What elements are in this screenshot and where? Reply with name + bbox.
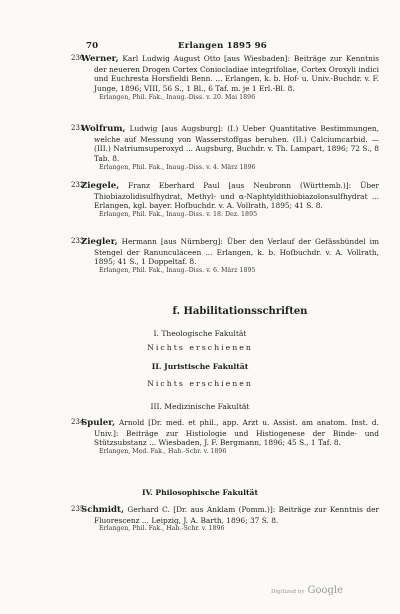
entry-text: Ludwig [aus Augsburg]: (I.) Ueber Quantitative Bestimmungen, welche auf Messung von Wasserstoffgas beruhen. (II.) Calciumcarbid. — (III.) Natriumsuperoxyd ... Augsburg, Buchdr. v. Th. Lampart, 1896; 72 S., 8 Tab. 8. — [94, 124, 379, 164]
entry-text: Franz Eberhard Paul [aus Neubronn (Württemb.)]: Über Thiobiazolidisulfhydrat, Methyl- und α-Naphtyldithiobiazolonsulfhydrat ... Erlangen, kgl. bayer. Hofbuchdr. v. A. Vollrath, 1895; 41 S. 8. — [94, 181, 379, 211]
nothing-published-law: Nichts erschienen — [147, 379, 253, 388]
watermark-brand: Google — [307, 585, 343, 596]
entry-number: 232 — [71, 181, 85, 189]
bibliography-entry-235 — [71, 505, 379, 533]
nothing-published-theology: Nichts erschienen — [147, 343, 253, 352]
entry-note: Erlangen, Phil. Fak., Inaug.-Diss. v. 20. Mai 1896 — [99, 93, 256, 101]
watermark-prefix: Digitized by — [270, 589, 305, 595]
entry-number: 235 — [71, 505, 85, 513]
entry-number: 231 — [71, 124, 85, 132]
bibliography-entry-233 — [71, 237, 379, 275]
faculty-heading-law: II. Juristische Fakultät — [151, 362, 249, 371]
entry-body — [81, 418, 379, 448]
entry-author: Ziegele, — [81, 181, 120, 191]
page-number: 70 — [86, 41, 99, 51]
section-title: f. Habilitationsschriften — [172, 306, 308, 317]
entry-text: Gerhard C. [Dr. aus Anklam (Pomm.)]: Beiträge zur Kenntnis der Fluorescenz ... Leipzig, J. A. Barth, 1896; 37 S. 8. — [94, 505, 379, 525]
running-title: Erlangen 1895 96 — [178, 41, 267, 51]
entry-body — [81, 54, 379, 94]
entry-body — [81, 505, 379, 525]
digitized-by-google-watermark — [271, 585, 343, 596]
entry-note: Erlangen, Phil. Fak., Inaug.-Diss. v. 18. Dez. 1895 — [99, 211, 258, 219]
bibliography-entry-234 — [71, 418, 379, 456]
entry-author: Spuler, — [81, 418, 116, 428]
entry-note: Erlangen, Phil. Fak., Hab.-Schr. v. 1896 — [99, 525, 225, 533]
faculty-heading-philosophy: IV. Philosophische Fakultät — [142, 488, 258, 497]
entry-author: Wolfrum, — [81, 124, 126, 134]
entry-body — [81, 124, 379, 164]
entry-author: Schmidt, — [81, 505, 125, 515]
entry-note: Erlangen, Phil. Fak., Inaug.-Diss. v. 4. März 1896 — [99, 163, 256, 171]
entry-note: Erlangen, Med. Fak., Hab.-Schr. v. 1896 — [99, 448, 227, 456]
faculty-heading-medicine: III. Medizinische Fakultät — [150, 402, 250, 411]
bibliography-entry-231 — [71, 124, 379, 172]
entry-body — [81, 237, 379, 267]
entry-number: 230 — [71, 54, 85, 62]
entry-body — [81, 181, 379, 211]
entry-number: 233 — [71, 237, 85, 245]
bibliography-entry-232 — [71, 181, 379, 219]
faculty-heading-theology: I. Theologische Fakultät — [153, 329, 247, 338]
entry-author: Werner, — [81, 54, 119, 64]
entry-text: Arnold [Dr. med. et phil., app. Arzt u. Assist. am anatom. Inst. d. Univ.]: Beiträge zur Histiologie und Histiogenese der Binde- und Stützsubstanz ... Wiesbaden, J. F. Bergmann, 1896; 45 S., 1 Taf. 8. — [94, 418, 379, 448]
entry-text: Karl Ludwig August Otto [aus Wiesbaden]: Beiträge zur Kenntnis der neueren Drogen Cortex Coniocladiae integrifoliae, Cortex Oroxyli indici und Euchresta Horsfieldi Benn. ... Erlangen, k. b. Hof- u. Univ.-Buchdr. v. F. Junge, 1896; VIII, 56 S., 1 Bl., 6 Taf. m. je 1 Erl.-Bl. 8. — [94, 54, 379, 94]
entry-number: 234 — [71, 418, 85, 426]
entry-note: Erlangen, Phil. Fak., Inaug.-Diss. v. 6. März 1895 — [99, 267, 256, 275]
entry-text: Hermann [aus Nürnberg]: Über den Verlauf der Gefässbündel im Stengel der Ranunculaceen ... Erlangen, k. b. Hofbuchdr. v. A. Vollrath, 1895; 41 S., 1 Doppeltaf. 8. — [94, 237, 379, 267]
bibliography-entry-230 — [71, 54, 379, 102]
entry-author: Ziegler, — [81, 237, 118, 247]
